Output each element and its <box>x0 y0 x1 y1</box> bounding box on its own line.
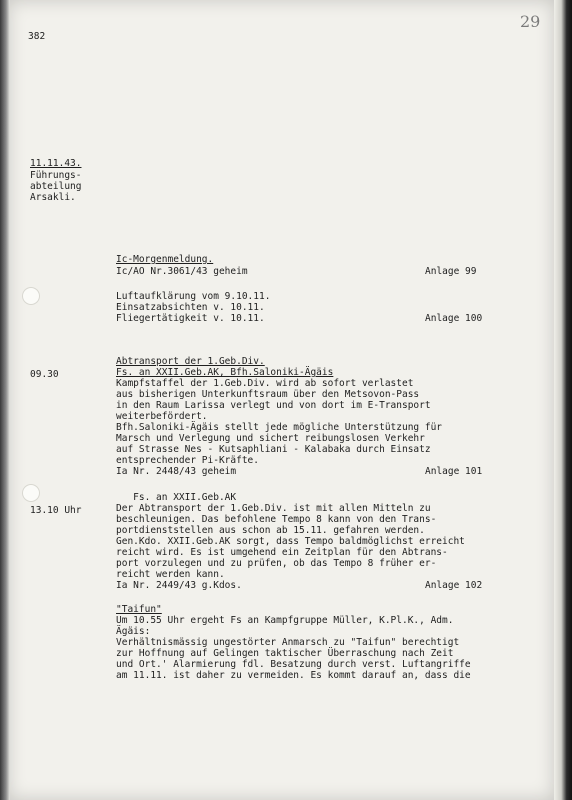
entry-time: 09.30 <box>30 369 59 380</box>
entry-line: Ägäis: <box>116 626 151 637</box>
entry-line: Kampfstaffel der 1.Geb.Div. wird ab sofort verlastet <box>116 378 414 389</box>
entry-line: entsprechender Pi-Kräfte. <box>116 455 259 466</box>
header-unit-line-2: abteilung <box>30 181 82 192</box>
entry-title: "Taifun" <box>116 604 162 615</box>
punch-hole-top <box>22 287 40 305</box>
page-number: 382 <box>28 31 46 42</box>
entry-line: Fliegertätigkeit v. 10.11. <box>116 313 265 324</box>
entry-line: auf Strasse Nes - Kutsaphliani - Kalabaka durch Einsatz <box>116 444 431 455</box>
entry-title: Ic-Morgenmeldung. <box>116 254 214 265</box>
entry-line: Um 10.55 Uhr ergeht Fs an Kampfgruppe Müller, K.Pl.K., Adm. <box>116 615 454 626</box>
page-edge-right <box>554 0 572 800</box>
entry-annex: Anlage 99 <box>425 266 477 277</box>
entry-time: 13.10 Uhr <box>30 505 82 516</box>
entry-line: reicht wird. Es ist umgehend ein Zeitplan für den Abtrans- <box>116 547 448 558</box>
entry-annex: Anlage 101 <box>425 466 483 477</box>
header-unit-line-3: Arsakli. <box>30 192 76 203</box>
entry-line: reicht werden kann. <box>116 569 225 580</box>
entry-line: und Ort.' Alarmierung fdl. Besatzung durch verst. Luftangriffe <box>116 659 471 670</box>
entry-annex: Anlage 102 <box>425 580 483 591</box>
handwritten-page-number: 29 <box>520 12 541 31</box>
entry-line: am 11.11. ist daher zu vermeiden. Es kommt darauf an, dass die <box>116 670 471 681</box>
entry-line: Ia Nr. 2449/43 g.Kdos. <box>116 580 242 591</box>
entry-line: Marsch und Verlegung und sichert reibungslosen Verkehr <box>116 433 425 444</box>
entry-line: Gen.Kdo. XXII.Geb.AK sorgt, dass Tempo baldmöglichst erreicht <box>116 536 465 547</box>
page-edge-left <box>0 0 10 800</box>
punch-hole-bottom <box>22 484 40 502</box>
entry-line: Fs. an XXII.Geb.AK <box>116 492 237 503</box>
entry-line: port vorzulegen und zu prüfen, ob das Tempo 8 früher er- <box>116 558 437 569</box>
entry-line: Ia Nr. 2448/43 geheim <box>116 466 237 477</box>
entry-line: beschleunigen. Das befohlene Tempo 8 kann von den Trans- <box>116 514 437 525</box>
entry-line: Fs. an XXII.Geb.AK, Bfh.Saloniki-Ägäis <box>116 367 334 378</box>
entry-line: Der Abtransport der 1.Geb.Div. ist mit allen Mitteln zu <box>116 503 431 514</box>
entry-annex: Anlage 100 <box>425 313 483 324</box>
entry-line: Bfh.Saloniki-Ägäis stellt jede mögliche Unterstützung für <box>116 422 443 433</box>
entry-line: Ic/AO Nr.3061/43 geheim <box>116 266 248 277</box>
entry-line: Einsatzabsichten v. 10.11. <box>116 302 265 313</box>
entry-line: portdienststellen aus schon ab 15.11. gefahren werden. <box>116 525 425 536</box>
entry-line: Verhältnismässig ungestörter Anmarsch zu "Taifun" berechtigt <box>116 637 460 648</box>
entry-line: Luftaufklärung vom 9.10.11. <box>116 291 271 302</box>
header-date: 11.11.43. <box>30 158 82 169</box>
entry-title: Abtransport der 1.Geb.Div. <box>116 356 265 367</box>
entry-line: weiterbefördert. <box>116 411 208 422</box>
entry-line: zur Hoffnung auf Gelingen taktischer Überraschung nach Zeit <box>116 648 454 659</box>
header-unit-line-1: Führungs- <box>30 170 82 181</box>
entry-line: aus bisherigen Unterkunftsraum über den Metsovon-Pass <box>116 389 420 400</box>
entry-line: in den Raum Larissa verlegt und von dort im E-Transport <box>116 400 431 411</box>
